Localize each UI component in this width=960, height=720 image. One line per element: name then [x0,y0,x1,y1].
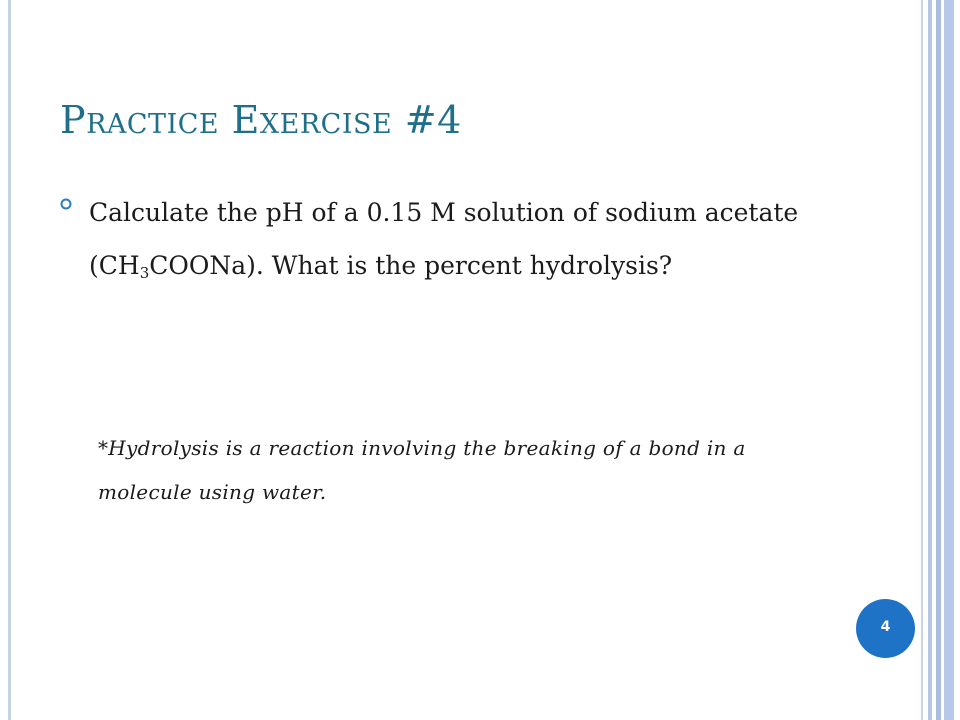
bullet-ring-icon [60,198,72,210]
right-stripe-2 [928,0,932,720]
right-stripe-3 [936,0,941,720]
bullet-text-part-2: COONa). What is the percent hydrolysis? [149,251,673,280]
bullet-subscript: 3 [139,264,150,282]
left-border-rule [8,0,11,720]
bullet-text [89,186,829,300]
right-stripe-4 [944,0,954,720]
page-number: 4 [880,619,891,635]
bullet-text-part-1: Calculate the pH of a 0.15 M solution of sodium acetate (CH [89,198,799,280]
hydrolysis-footnote: *Hydrolysis is a reaction involving the breaking of a bond in a molecule using water. [98,436,746,504]
right-stripe-1 [921,0,923,720]
slide-title: Practice Exercise #4 [60,98,462,142]
